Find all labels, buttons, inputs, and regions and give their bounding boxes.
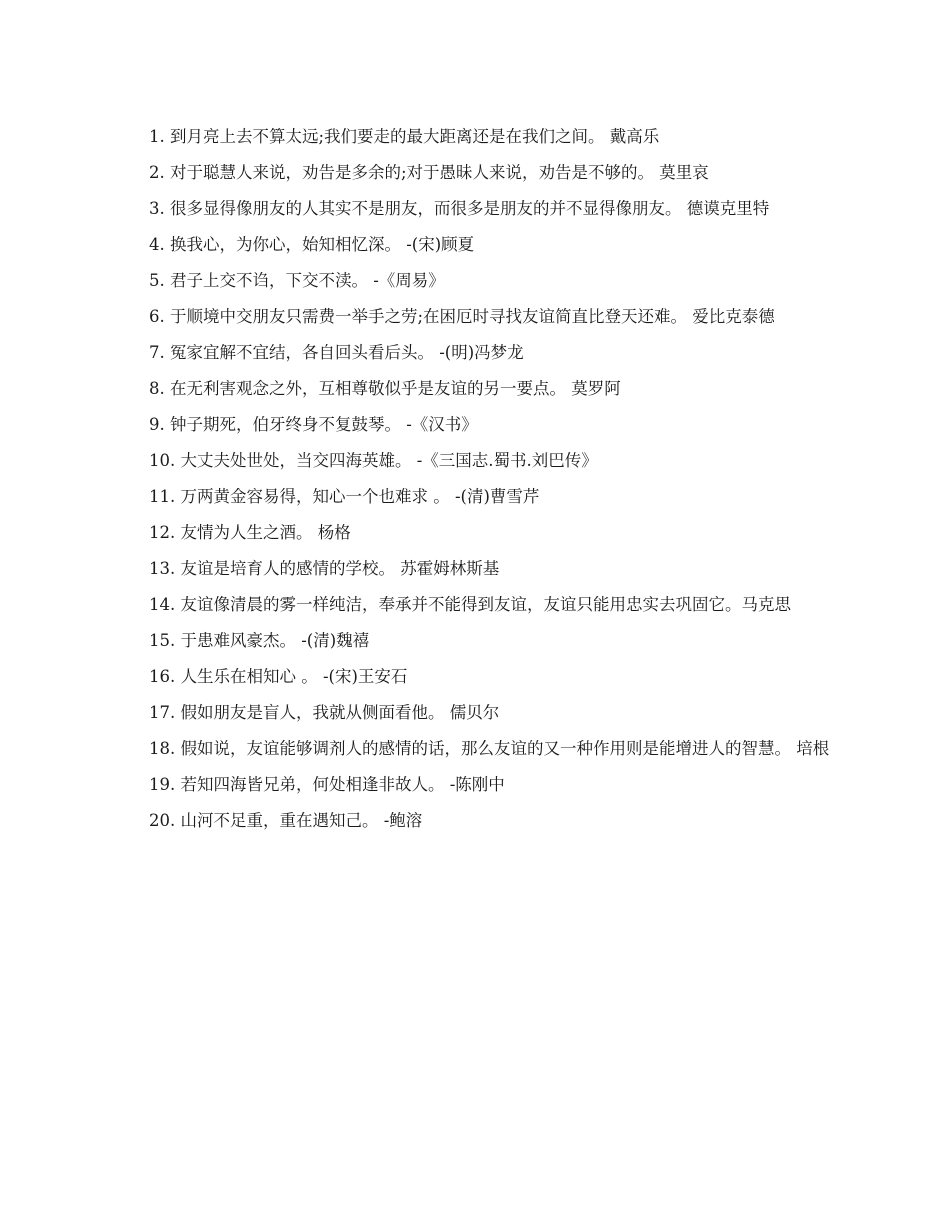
quote-item-6: 6. 于顺境中交朋友只需费一举手之劳;在困厄时寻找友谊简直比登天还难。 爱比克泰德: [149, 307, 775, 326]
quote-item-9: 9. 钟子期死，伯牙终身不复鼓琴。 -《汉书》: [149, 415, 478, 434]
quote-item-16: 16. 人生乐在相知心 。 -(宋)王安石: [149, 667, 408, 686]
quote-item-8: 8. 在无利害观念之外，互相尊敬似乎是友谊的另一要点。 莫罗阿: [149, 379, 621, 398]
quote-item-13: 13. 友谊是培育人的感情的学校。 苏霍姆林斯基: [149, 559, 500, 578]
quote-item-3: 3. 很多显得像朋友的人其实不是朋友，而很多是朋友的并不显得像朋友。 德谟克里特: [149, 199, 770, 218]
quote-item-1: 1. 到月亮上去不算太远;我们要走的最大距离还是在我们之间。 戴高乐: [149, 127, 660, 146]
quote-item-15: 15. 于患难风豪杰。 -(清)魏禧: [149, 631, 370, 650]
quote-item-11: 11. 万两黄金容易得，知心一个也难求 。 -(清)曹雪芹: [149, 487, 540, 506]
quote-item-5: 5. 君子上交不诌，下交不渎。 -《周易》: [149, 271, 445, 290]
quote-item-4: 4. 换我心，为你心，始知相忆深。 -(宋)顾夏: [149, 235, 475, 254]
quote-list: [113, 126, 833, 846]
quote-item-17: 17. 假如朋友是盲人，我就从侧面看他。 儒贝尔: [149, 703, 500, 722]
quote-item-2: 2. 对于聪慧人来说，劝告是多余的;对于愚昧人来说，劝告是不够的。 莫里哀: [149, 163, 709, 182]
quote-item-7: 7. 冤家宜解不宜结，各自回头看后头。 -(明)冯梦龙: [149, 343, 524, 362]
quote-item-14: 14. 友谊像清晨的雾一样纯洁，奉承并不能得到友谊，友谊只能用忠实去巩固它。马克思: [149, 595, 791, 614]
quote-item-20: 20. 山河不足重，重在遇知己。 -鲍溶: [149, 811, 423, 830]
quote-item-10: 10. 大丈夫处世处，当交四海英雄。 -《三国志.蜀书.刘巴传》: [149, 451, 598, 470]
quote-item-18: 18. 假如说，友谊能够调剂人的感情的话，那么友谊的又一种作用则是能增进人的智慧。 培根: [149, 739, 830, 758]
quote-item-12: 12. 友情为人生之酒。 杨格: [149, 523, 351, 542]
quote-item-19: 19. 若知四海皆兄弟，何处相逢非故人。 -陈刚中: [149, 775, 505, 794]
